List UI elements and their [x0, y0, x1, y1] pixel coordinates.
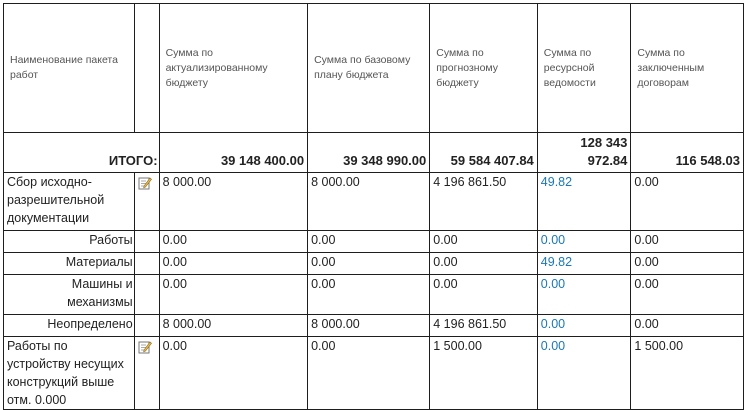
row-resource-link[interactable]: 0.00: [537, 337, 631, 410]
row-resource-link[interactable]: 0.00: [537, 275, 631, 315]
row-name: Сбор исходно-разрешительной документации: [4, 173, 135, 231]
table-row: [4, 231, 744, 253]
row-actual: 0.00: [159, 253, 308, 275]
row-actual: 0.00: [159, 231, 308, 253]
row-actual: 8 000.00: [159, 315, 308, 337]
header-contracts: Сумма по заключенным договорам: [631, 4, 744, 133]
row-name: Работы: [4, 231, 135, 253]
row-resource-link[interactable]: 49.82: [537, 173, 631, 231]
header-name: Наименование пакета работ: [4, 4, 135, 133]
row-actual: 0.00: [159, 275, 308, 315]
budget-table: [3, 3, 744, 410]
row-base: 0.00: [308, 231, 430, 253]
row-forecast: 1 500.00: [430, 337, 538, 410]
edit-note-icon[interactable]: [138, 176, 152, 190]
row-base: 8 000.00: [308, 315, 430, 337]
row-name: Материалы: [4, 253, 135, 275]
row-name: Неопределено: [4, 315, 135, 337]
total-label: ИТОГО:: [4, 133, 160, 173]
total-contracts: 116 548.03: [631, 133, 744, 173]
header-row: [4, 4, 744, 133]
row-name: Машины и механизмы: [4, 275, 135, 315]
empty-cell: [134, 253, 159, 275]
total-row: [4, 133, 744, 173]
total-resource: 128 343 972.84: [537, 133, 631, 173]
header-actual-budget: Сумма по актуализированному бюджету: [159, 4, 308, 133]
row-forecast: 4 196 861.50: [430, 315, 538, 337]
row-base: 0.00: [308, 337, 430, 410]
row-forecast: 0.00: [430, 253, 538, 275]
row-resource-link[interactable]: 0.00: [537, 231, 631, 253]
row-forecast: 0.00: [430, 275, 538, 315]
header-base-plan: Сумма по базовому плану бюджета: [308, 4, 430, 133]
row-base: 8 000.00: [308, 173, 430, 231]
table-row: [4, 315, 744, 337]
table-row: [4, 173, 744, 231]
row-contracts: 0.00: [631, 253, 744, 275]
row-contracts: 1 500.00: [631, 337, 744, 410]
empty-cell: [134, 231, 159, 253]
empty-cell: [134, 315, 159, 337]
row-forecast: 4 196 861.50: [430, 173, 538, 231]
table-row: [4, 275, 744, 315]
row-name: Работы по устройству несущих конструкций выше отм. 0.000: [4, 337, 135, 410]
row-actual: 8 000.00: [159, 173, 308, 231]
row-resource-link[interactable]: 0.00: [537, 315, 631, 337]
total-base: 39 348 990.00: [308, 133, 430, 173]
row-actual: 0.00: [159, 337, 308, 410]
table-row: [4, 253, 744, 275]
total-actual: 39 148 400.00: [159, 133, 308, 173]
row-contracts: 0.00: [631, 173, 744, 231]
row-resource-link[interactable]: 49.82: [537, 253, 631, 275]
edit-note-icon[interactable]: [138, 340, 152, 354]
row-base: 0.00: [308, 275, 430, 315]
edit-button[interactable]: [134, 173, 159, 231]
empty-cell: [134, 275, 159, 315]
row-contracts: 0.00: [631, 275, 744, 315]
total-forecast: 59 584 407.84: [430, 133, 538, 173]
row-contracts: 0.00: [631, 231, 744, 253]
row-base: 0.00: [308, 253, 430, 275]
row-contracts: 0.00: [631, 315, 744, 337]
edit-button[interactable]: [134, 337, 159, 410]
header-resource-sheet: Сумма по ресурсной ведомости: [537, 4, 631, 133]
header-edit-spacer: [134, 4, 159, 133]
table-row: [4, 337, 744, 410]
header-forecast-budget: Сумма по прогнозному бюджету: [430, 4, 538, 133]
row-forecast: 0.00: [430, 231, 538, 253]
